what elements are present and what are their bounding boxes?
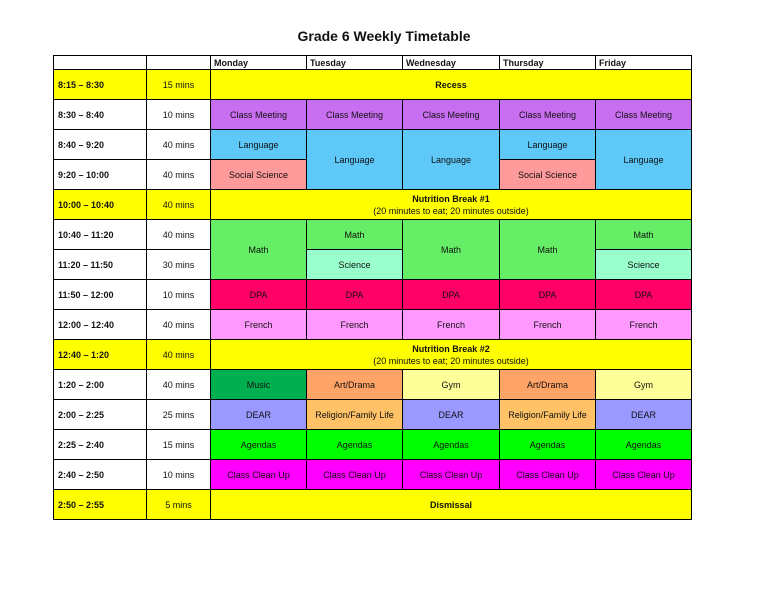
dpa-cell: DPA [403,280,500,310]
science-cell: Science [596,250,692,280]
duration-cell: 30 mins [147,250,211,280]
french-cell: French [596,310,692,340]
duration-cell: 10 mins [147,100,211,130]
table-row [54,310,692,340]
dear-cell: DEAR [596,400,692,430]
day-header: Wednesday [403,56,500,70]
class-meeting-cell: Class Meeting [211,100,307,130]
duration-cell: 10 mins [147,280,211,310]
time-cell: 11:50 – 12:00 [54,280,147,310]
duration-cell: 40 mins [147,130,211,160]
french-cell: French [500,310,596,340]
time-cell: 1:20 – 2:00 [54,370,147,400]
french-cell: French [307,310,403,340]
time-cell: 9:20 – 10:00 [54,160,147,190]
time-cell: 10:00 – 10:40 [54,190,147,220]
math-cell: Math [596,220,692,250]
math-cell: Math [500,220,596,280]
art-drama-cell: Art/Drama [500,370,596,400]
language-cell: Language [500,130,596,160]
dear-cell: DEAR [211,400,307,430]
table-row [54,220,692,250]
religion-cell: Religion/Family Life [500,400,596,430]
time-cell: 8:30 – 8:40 [54,100,147,130]
art-drama-cell: Art/Drama [307,370,403,400]
day-header: Monday [211,56,307,70]
language-cell: Language [596,130,692,190]
table-row [54,490,692,520]
header-row [54,56,692,70]
religion-cell: Religion/Family Life [307,400,403,430]
table-row [54,130,692,160]
nutrition-break-cell [211,340,692,370]
table-row [54,250,692,280]
table-row [54,100,692,130]
french-cell: French [211,310,307,340]
language-cell: Language [403,130,500,190]
table-row [54,370,692,400]
math-cell: Math [307,220,403,250]
header-blank [54,56,147,70]
french-cell: French [403,310,500,340]
timetable [53,55,692,520]
class-meeting-cell: Class Meeting [596,100,692,130]
agendas-cell: Agendas [211,430,307,460]
time-cell: 11:20 – 11:50 [54,250,147,280]
duration-cell: 15 mins [147,70,211,100]
class-meeting-cell: Class Meeting [307,100,403,130]
duration-cell: 40 mins [147,160,211,190]
clean-up-cell: Class Clean Up [500,460,596,490]
dear-cell: DEAR [403,400,500,430]
table-row [54,280,692,310]
page-title: Grade 6 Weekly Timetable [297,28,471,44]
clean-up-cell: Class Clean Up [403,460,500,490]
duration-cell: 25 mins [147,400,211,430]
nutrition-break-subtitle: (20 minutes to eat; 20 minutes outside) [373,205,529,216]
nutrition-break-title: Nutrition Break #2 [412,343,490,354]
dpa-cell: DPA [211,280,307,310]
dpa-cell: DPA [307,280,403,310]
music-cell: Music [211,370,307,400]
day-header: Friday [596,56,692,70]
day-header: Tuesday [307,56,403,70]
time-cell: 10:40 – 11:20 [54,220,147,250]
math-cell: Math [403,220,500,280]
duration-cell: 10 mins [147,460,211,490]
duration-cell: 40 mins [147,370,211,400]
duration-cell: 40 mins [147,310,211,340]
social-science-cell: Social Science [500,160,596,190]
dismissal-cell: Dismissal [211,490,692,520]
clean-up-cell: Class Clean Up [211,460,307,490]
time-cell: 12:00 – 12:40 [54,310,147,340]
language-cell: Language [307,130,403,190]
table-row [54,400,692,430]
header-blank [147,56,211,70]
agendas-cell: Agendas [403,430,500,460]
science-cell: Science [307,250,403,280]
nutrition-break-title: Nutrition Break #1 [412,193,490,204]
duration-cell: 40 mins [147,190,211,220]
duration-cell: 40 mins [147,220,211,250]
duration-cell: 40 mins [147,340,211,370]
nutrition-break-cell [211,190,692,220]
table-row [54,430,692,460]
social-science-cell: Social Science [211,160,307,190]
table-row [54,190,692,220]
time-cell: 2:00 – 2:25 [54,400,147,430]
time-cell: 8:40 – 9:20 [54,130,147,160]
agendas-cell: Agendas [307,430,403,460]
table-row [54,340,692,370]
time-cell: 2:50 – 2:55 [54,490,147,520]
duration-cell: 15 mins [147,430,211,460]
duration-cell: 5 mins [147,490,211,520]
gym-cell: Gym [596,370,692,400]
class-meeting-cell: Class Meeting [500,100,596,130]
recess-cell: Recess [211,70,692,100]
time-cell: 2:40 – 2:50 [54,460,147,490]
table-row [54,460,692,490]
agendas-cell: Agendas [500,430,596,460]
dpa-cell: DPA [596,280,692,310]
day-header: Thursday [500,56,596,70]
clean-up-cell: Class Clean Up [307,460,403,490]
gym-cell: Gym [403,370,500,400]
class-meeting-cell: Class Meeting [403,100,500,130]
math-cell: Math [211,220,307,280]
time-cell: 2:25 – 2:40 [54,430,147,460]
time-cell: 8:15 – 8:30 [54,70,147,100]
dpa-cell: DPA [500,280,596,310]
language-cell: Language [211,130,307,160]
clean-up-cell: Class Clean Up [596,460,692,490]
agendas-cell: Agendas [596,430,692,460]
time-cell: 12:40 – 1:20 [54,340,147,370]
table-row [54,70,692,100]
nutrition-break-subtitle: (20 minutes to eat; 20 minutes outside) [373,355,529,366]
